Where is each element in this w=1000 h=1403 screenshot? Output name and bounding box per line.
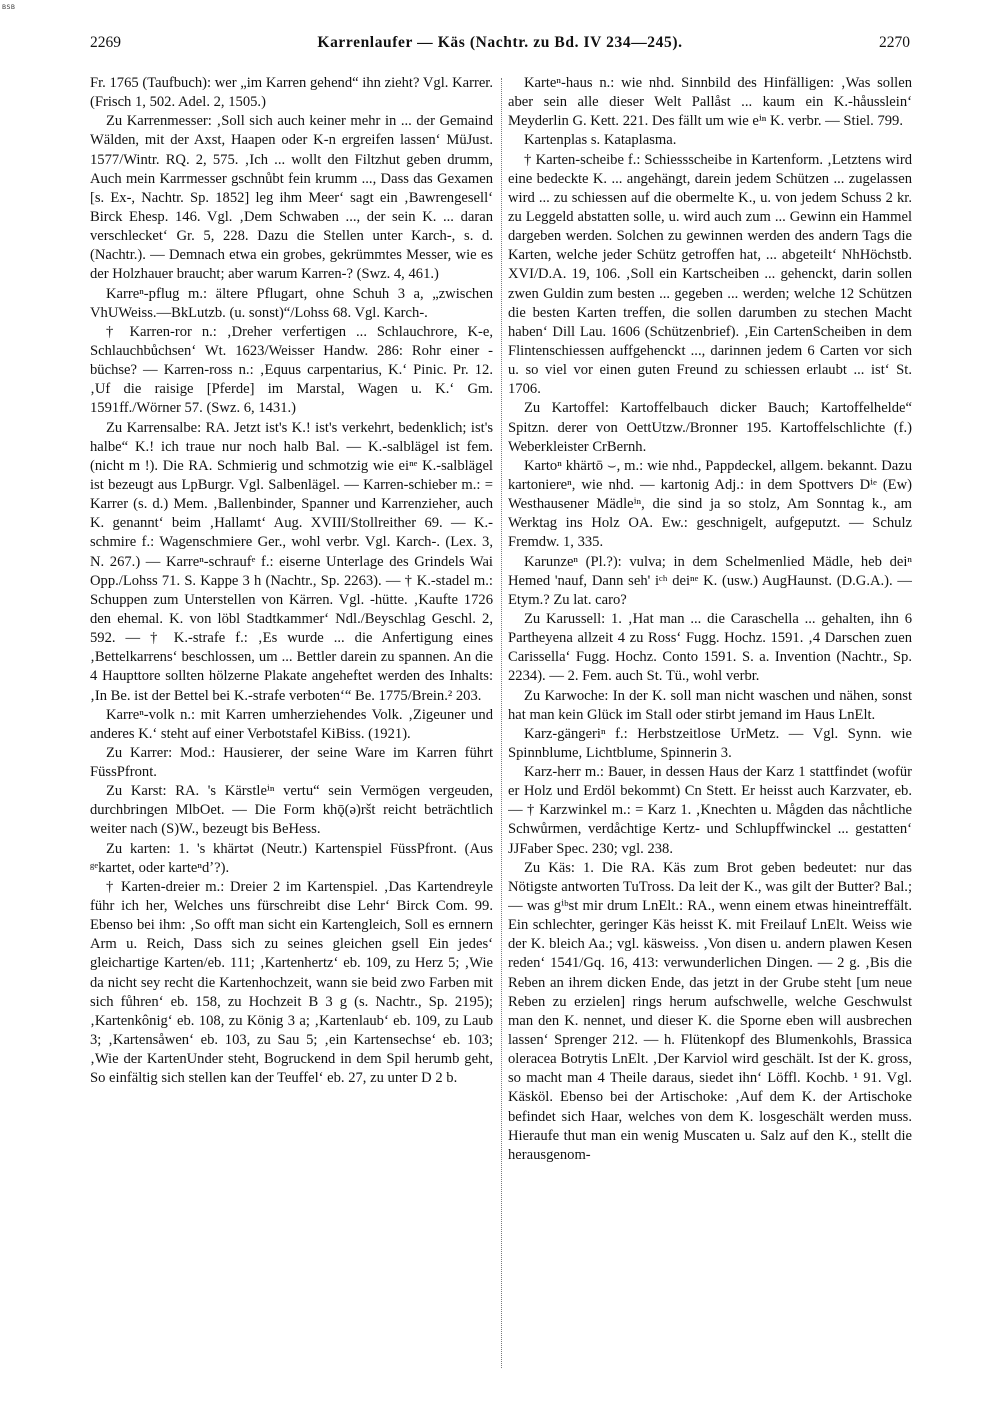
- left-column: [90, 74, 493, 1374]
- dictionary-entry: Kartenplas s. Kataplasma.: [524, 132, 677, 149]
- page-number-left: 2269: [90, 34, 121, 51]
- dictionary-entry: Karz-herr m.: Bauer, in dessen Haus der Karz 1 stattfindet (wofür er Holz und Erdöl bekommt) Cn Stett. Er heisst auch Karzvater, eb. — † Karzwinkel m.: = Karz 1. ‚Knechten u. Mågden das nåchtliche Schwůrmen, verdåchtige Kertz- und Schlupffwinckel ... gestatten‘ JJFaber Spec. 230; vgl. 238.: [508, 764, 912, 857]
- dictionary-entry: Zu karten: 1. 's khärtət (Neutr.) Kartenspiel FüssPfront. (Aus ᵍᵉkartet, oder karteⁿdʼ?).: [90, 840, 493, 876]
- dictionary-entry: Zu Kartoffel: Kartoffelbauch dicker Bauch; Kartoffelhelde“ Spitzn. derer von OettUtzw./Bronner 195. Kartoffelschlichte (f.) Weberkleister CrBernh.: [508, 400, 912, 455]
- dictionary-entry: Fr. 1765 (Taufbuch): wer „im Karren gehend“ ihn zieht? Vgl. Karrer. (Frisch 1, 502. Adel. 2, 1505.): [90, 75, 493, 111]
- dictionary-entry: Karz-gängeriⁿ f.: Herbstzeitlose UrMetz. — Vgl. Synn. wie Spinnblume, Lichtblume, Spinnerin 3.: [508, 725, 912, 761]
- dictionary-entry: Zu Karrer: Mod.: Hausierer, der seine Ware im Karren führt FüssPfront.: [90, 744, 493, 781]
- running-title: Karrenlaufer — Käs (Nachtr. zu Bd. IV 234—245).: [317, 34, 683, 51]
- dictionary-entry: Zu Karwoche: In der K. soll man nicht waschen und nähen, sonst hat man kein Glück im Stall oder stirbt jemand im Haus LnElt.: [508, 687, 912, 723]
- page-number-right: 2270: [879, 34, 910, 51]
- dictionary-entry: Zu Käs: 1. Die RA. Käs zum Brot geben bedeutet: nur das Nötigste antworten TuTross. Da leit der K., was gilt der Butter? Bal.; — was gⁱᵇst mir drum LnElt.: RA., wenn einem etwas hineintreffält. Ein schlechter, geringer Käs heisst K. mit Freilauf LnElt. Weiss wie der K. bleich Aa.; vgl. käsweiss. ‚Von disen u. andern plawen Kesen reden‘ 1541/Gq. 16, 413: verwunderlichen Dingen. — 2 g. ‚Bis die Reben an ihrem dicken Ende, das jetzt in der Grube steht [um neue Reben zu erzielen] rings herum aufschwelle, welche Geschwulst man den K. nennet, und dieser K. die Sporne eben will ausbrechen lassen‘ Sprenger 212. — h. Flütenkopf des Blumenkohls, Brassica oleracea Botrytis LnElt. ‚Der Karviol wird geschält. Ist der K. gross, so macht man 4 Theile daraus, siedet ihn‘ Löffl. Kochb. ¹ 91. Vgl. Käsköl. Ebenso bei der Artischoke: ‚Auf dem K. der Artischoke befindet sich Haar, welches von dem K. losgeschält werden muss. Hieraufe thut man ein wenig Muscaten u. Salz auf den K., stellt die herausgenom-: [508, 859, 912, 1163]
- dictionary-entry: Zu Karrensalbe: RA. Jetzt ist's K.! ist's verkehrt, bedenklich; ist's halbe“ K.! ich traue nur noch halb Bal. — K.-salblägel ist fem. (nicht m !). Die RA. Schmierig und schmotzig wie eiⁿᵉ K.-salblägel ist bezeugt aus LpBurgr. Vgl. Salbenlägel. — Karren-schieber m.: = Karrer (s. d.) Mem. ‚Ballenbinder, Spanner und Karrenzieher, auch K. genannt‘ beim ‚Hallamt‘ Aug. XVIII/Stollreither 69. — K.-schmire f.: Wagenschmiere Ger., wohl verbr. Vgl. Karch-. (Lex. 3, N. 267.) — Karreⁿ-schraufᵉ f.: eiserne Unterlage des Grindels Wai Opp./Lohss 71. S. Kappe 3 h (Nachtr., Sp. 2263). — † K.-stadel m.: Schuppen zum Unterstellen von Kärren. Vgl. -hütte. ‚Kaufte 1726 den ehemal. K. von löbl Stadtkammer‘ Ndl./Beyschlag Geschl. 2, 592. — † K.-strafe f.: ‚Es wurde ... die Anfertigung eines ‚Bettelkarrens‘ beschlossen, um ... Bettler darein zu spannen. An die 4 Haupttore sollten hölzerne Plakate angeheftet werden des Inhalts: ‚In Be. ist der Bettel bei K.-strafe verboten‘“ Be. 1775/Brein.² 203.: [90, 419, 493, 704]
- column-divider: [501, 78, 502, 1368]
- dictionary-entry: Karreⁿ-pflug m.: ältere Pflugart, ohne Schuh 3 a, „zwischen VhUWeiss.—BkLutzb. (u. sonst)“/Lohss 68. Vgl. Karch-.: [90, 285, 493, 321]
- dictionary-entry: Zu Karrenmesser: ‚Soll sich auch keiner mehr in ... der Gemaind Wälden, mit der Axst, Haapen oder K-n ergreifen lassen‘ MüJust. 1577/Wintr. RQ. 2, 575. ‚Ich ... wollt den Filtzhut geben drumm, Auch mein Karrmesser gschnůbt fein krumm ..., Dass das Gexamen [s. Ex-, Nachtr. Sp. 1852] leg ihm Meer‘ sagt ein ‚Bawrengesell‘ Birck Ehesp. 146. Vgl. ‚Dem Schwaben ..., der sein K. ... daran verschlecket‘ Gr. 5, 228. Dazu die Stellen unter Karch-, s. d. (Nachtr.). — Demnach etwa ein grobes, gekrümmtes Messer, wie es der Holzhauer braucht; aber warum Karren-? (Swz. 4, 461.): [90, 113, 493, 283]
- library-stamp: BSB: [2, 4, 16, 11]
- dictionary-entry: Zu Karst: RA. 's Kärstleⁱⁿ vertu“ sein Vermögen vergeuden, durchbringen MlbOet. — Die Form khǭ(ə)ršt reicht beträchtlich weiter nach (S)W., bezeugt bis BeHess.: [90, 783, 493, 838]
- right-column: [508, 74, 912, 1374]
- dictionary-entry: Zu Karussell: 1. ‚Hat man ... die Caraschella ... gehalten, ihn 6 Partheyena allzeit 4 zu Ross‘ Fugg. Hochz. 1591. ‚4 Darschen zuen Carissella‘ Fugg. Hochz. Conto 1591. S. a. Invention (Nachtr., Sp. 2234). — 2. Fem. auch St. Tü., wohl verbr.: [508, 610, 912, 685]
- dictionary-entry: Karunzeⁿ (Pl.?): vulva; in dem Schelmenlied Mädle, heb deiⁿ Hemed 'nauf, Dann seh' iᶜʰ deiⁿᵉ K. (usw.) AugHaunst. (D.G.A.). — Etym.? Zu lat. caro?: [508, 553, 912, 608]
- dictionary-entry: † Karren-ror n.: ‚Dreher verfertigen ... Schlauchrore, K-e, Schlauchbůchsen‘ Wt. 1623/Weisser Handw. 286: Rohr einer -büchse? — Karren-ross n.: ‚Equus carpentarius, K.‘ Pinic. Pr. 12. ‚Uf die raisige [Pferde] im Marstal, Wagen u. K.‘ Gm. 1591ff./Wörner 57. (Swz. 6, 1431.): [90, 323, 493, 417]
- dictionary-entry: Karteⁿ-haus n.: wie nhd. Sinnbild des Hinfälligen: ‚Was sollen aber sein alle dieser Welt Pallåst ... kaum ein K.-håusslein‘ Meyderlin G. Kett. 221. Des fällt um wie eⁱⁿ K. verbr. — Stiel. 799.: [508, 75, 912, 130]
- dictionary-entry: † Karten-scheibe f.: Schiessscheibe in Kartenform. ‚Letztens wird eine bedeckte K. ... angehängt, darein jedem Schützen ... zugelassen wird ... zu schiessen auf die obermelte K., u. von jedem Schuss 2 kr. zu Leggeld abstatten solle, u. wird auch zum ... Gewinn ein Hammel dargeben werden. Solchen zu gewinnen werden des andern Tags die Karten, welche jeder Schütz getroffen hat, ... abgeteilt‘ NhHöchstb. XVI/D.A. 19, 106. ‚Soll ein Kartscheiben ... gehenckt, darin sollen zwen Guldin zum besten ... gegeben ... werden; welche 12 Schützen die besten Karten treffen, die sollen darumben zu stechen Macht haben‘ Dill Lau. 1606 (Schützenbrief). ‚Ein CartenScheiben in dem Flintenschiessen auffgehenckt ..., darinnen jedem 6 Carten vor sich u. so viel vor einen guten Freund zu schiessen erlaubt ... ist‘ St. 1706.: [508, 151, 912, 398]
- dictionary-entry: † Karten-dreier m.: Dreier 2 im Kartenspiel. ‚Das Kartendreyle führ ich her, Welches uns fürschreibt dise Lehr‘ Birck Com. 99. Ebenso bei ihm: ‚So offt man sicht ein Kartengleich, Soll es ernnern Arm u. Reich, Dass sich zu seines gleichen gsell Ein jedes‘ gleichartige Karten/eb. 111; ‚Kartenhertz‘ eb. 109, zu Herz 5; ‚Wie da nicht sey recht die Kartenhochzeit, wann sie beid zwo Farben mit sich fůhren‘ eb. 158, zu Hochzeit B 3 g (s. Nachtr., Sp. 2195); ‚Kartenkônig‘ eb. 108, zu König 3 a; ‚Kartenlaub‘ eb. 109, zu Laub 3; ‚Kartensåwen‘ eb. 103, zu Sau 5; ‚ein Kartensechse‘ eb. 103; ‚Wie der KartenUnder steht, Bogruckend in dem Spil herumb geht, So einfältig sich stellen kan der Teuffel‘ eb. 27, zu unter D 2 b.: [90, 878, 493, 1087]
- dictionary-entry: Kartoⁿ khärtō ⌣, m.: wie nhd., Pappdeckel, allgem. bekannt. Dazu kartonierеⁿ, wie nhd. — kartonig Adj.: in dem Spottvers Dⁱᵉ (Ew) Westhausener Mädleⁱⁿ, die sind ja so stolz, Am Sonntag k., am Werktag ins Holz OA. Ew.: geschnigelt, aufgeputzt. — Schulz Fremdw. 1, 335.: [508, 457, 912, 551]
- page-header: [90, 34, 910, 56]
- dictionary-entry: Karreⁿ-volk n.: mit Karren umherziehendes Volk. ‚Zigeuner und anderes K.‘ steht auf einer Verbotstafel KiBiss. (1921).: [90, 706, 493, 742]
